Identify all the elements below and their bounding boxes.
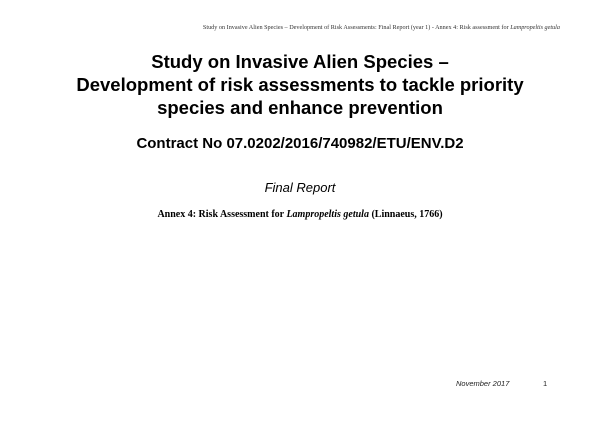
title-line-1: Study on Invasive Alien Species – [151, 51, 449, 72]
footer-date: November 2017 [456, 379, 510, 388]
report-type: Final Report [264, 180, 336, 195]
annex-heading [0, 208, 600, 222]
title-line-3: species and enhance prevention [157, 97, 443, 118]
running-header [203, 24, 560, 31]
annex-species: Lampropeltis getula [286, 209, 369, 220]
contract-number: Contract No 07.0202/2016/740982/ETU/ENV.D2 [136, 135, 464, 152]
running-header-text: Study on Invasive Alien Species – Development of Risk Assessments: Final Report (year 1) - Annex 4: Risk assessment for [202, 24, 511, 31]
title-line-2: Development of risk assessments to tackle priority [76, 74, 524, 95]
running-header-species: Lampropeltis getula [510, 24, 560, 31]
annex-prefix: Annex 4: Risk Assessment for [157, 209, 287, 220]
page-number: 1 [543, 379, 548, 388]
annex-suffix: (Linnaeus, 1766) [368, 209, 443, 220]
page-title [0, 50, 600, 119]
